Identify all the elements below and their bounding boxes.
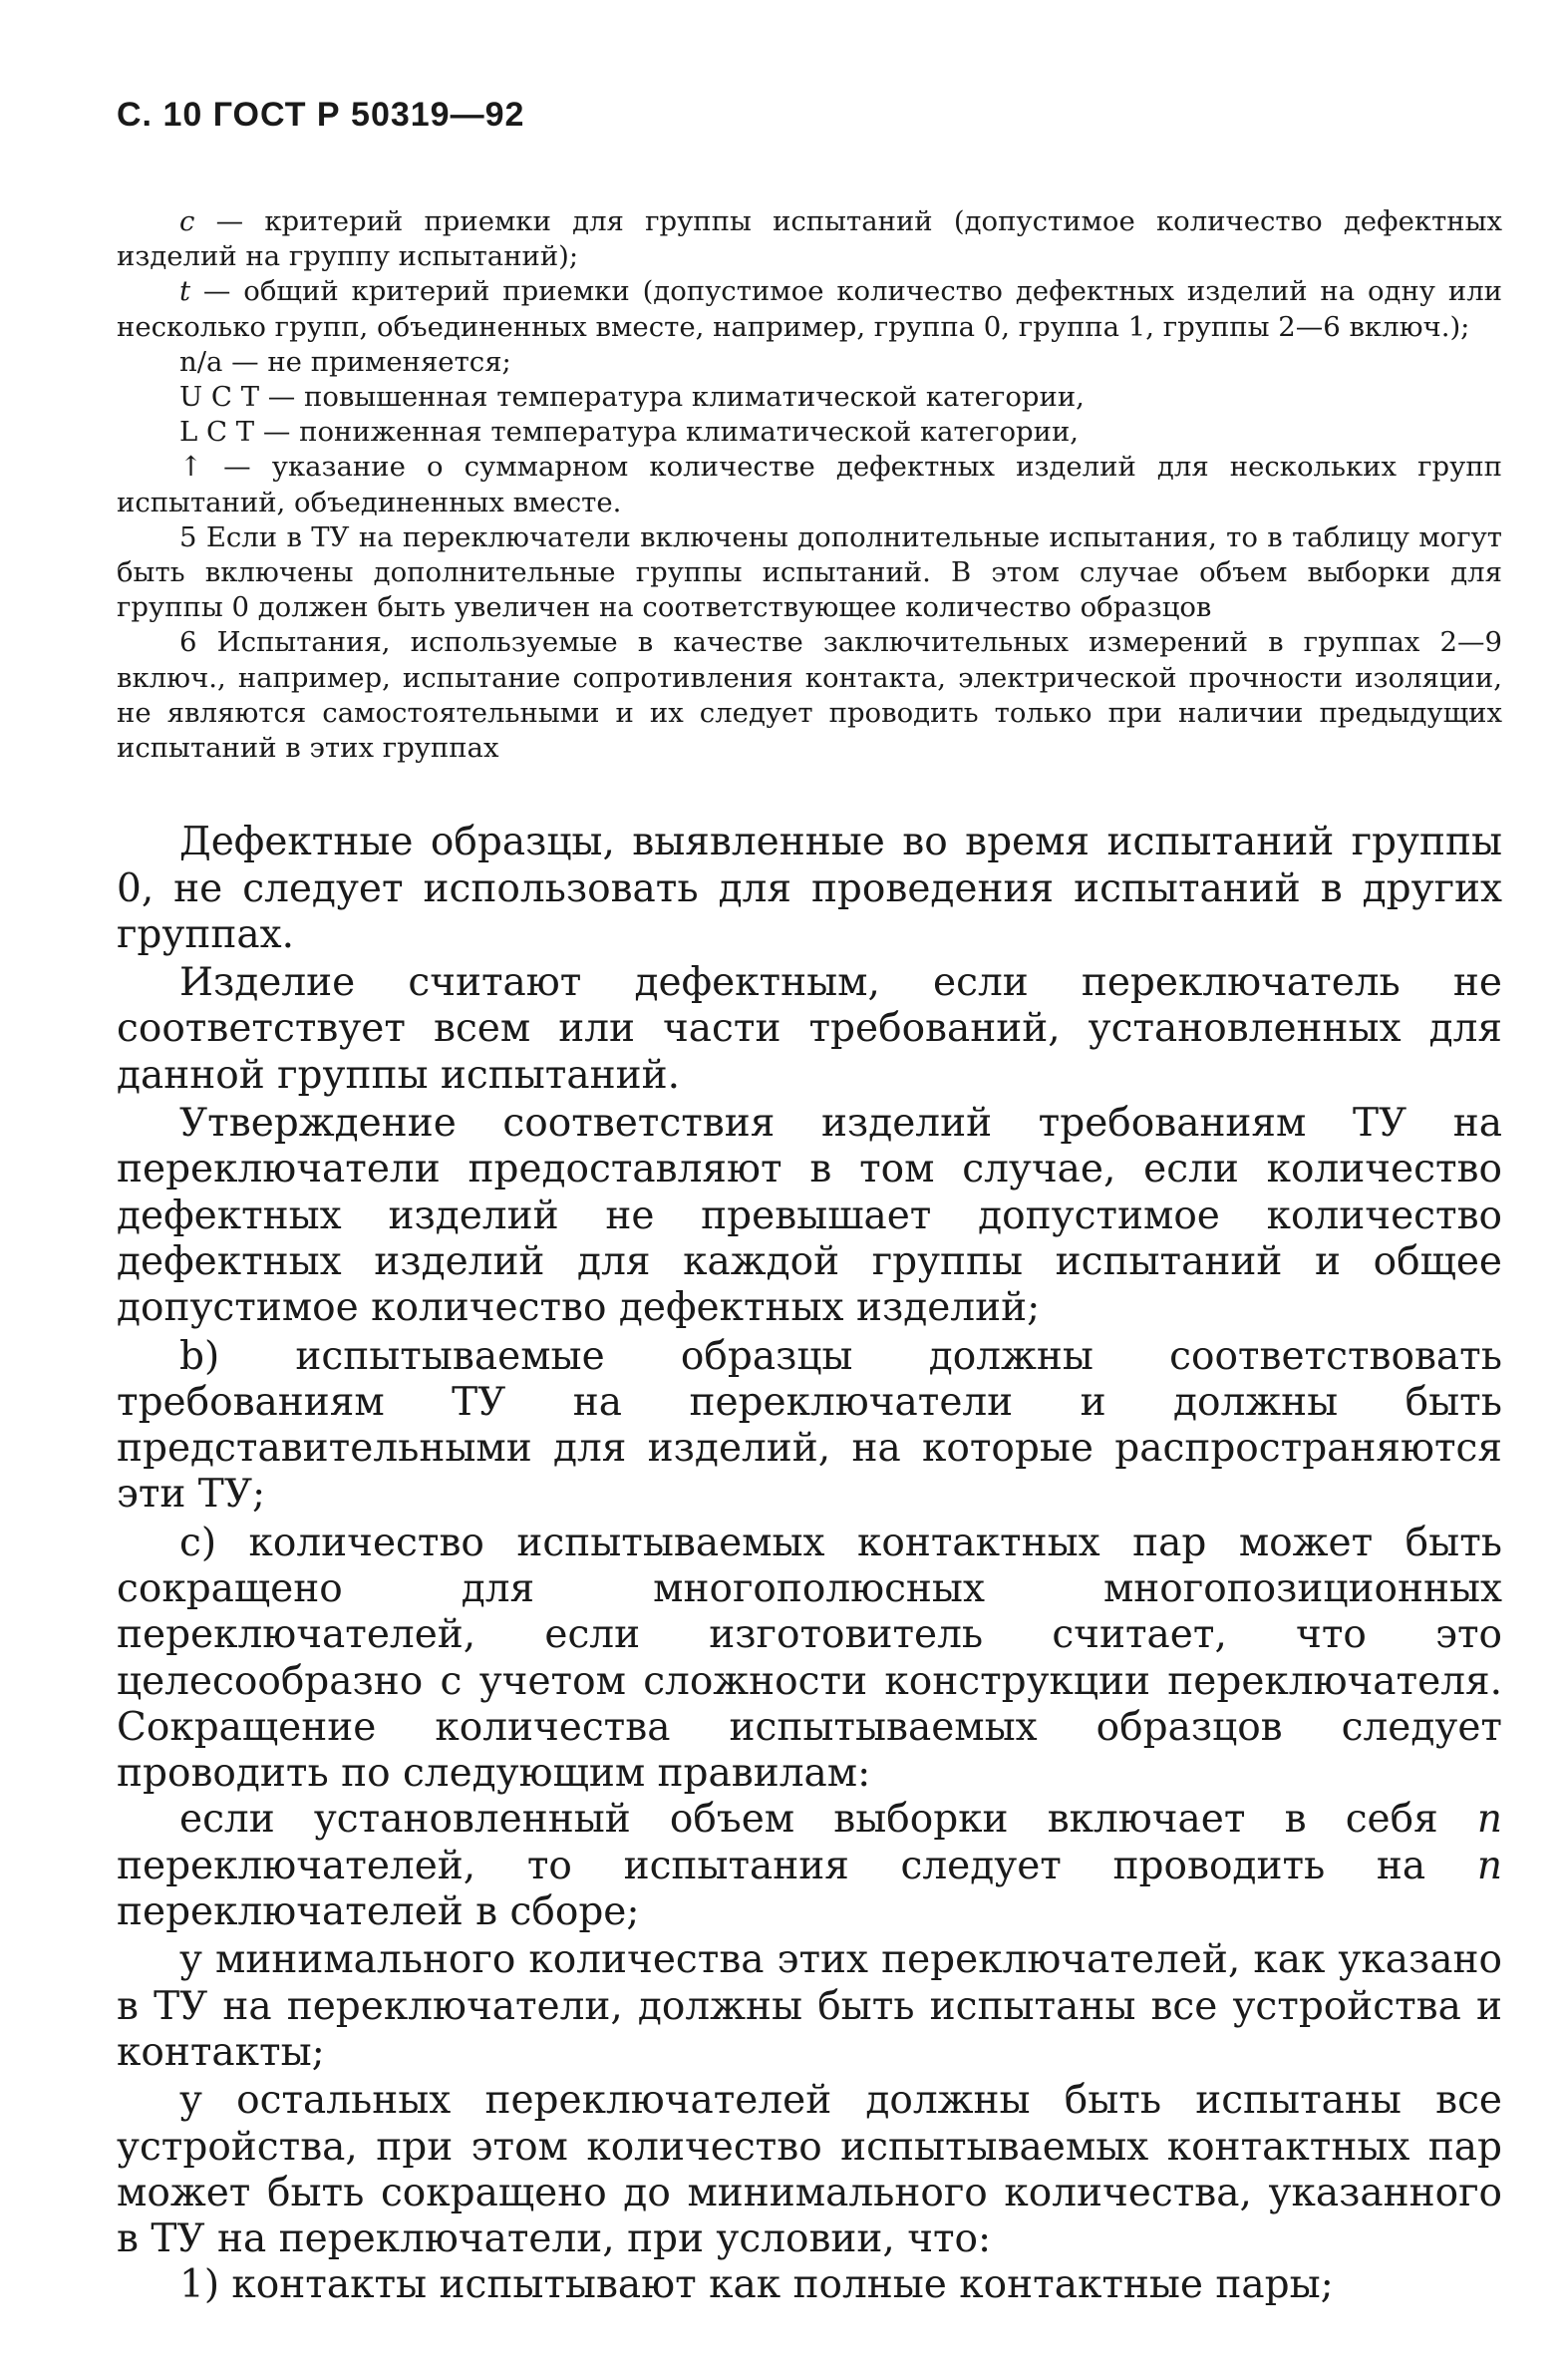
paragraph-minimum: у минимального количества этих переключателей, как указано в ТУ на переключатели, должны быть испытаны все устройства и контакты; <box>117 1937 1502 2075</box>
note-lct: L C T — пониженная температура климатической категории, <box>179 416 1080 449</box>
table-notes <box>117 204 1502 766</box>
paragraph-conformity: Утверждение соответствия изделий требованиям ТУ на переключатели предоставляют в том случае, если количество дефектных изделий не превышает допустимое количество дефектных изделий для каждой группы испытаний и общее допустимое количество дефектных изделий; <box>117 1101 1502 1331</box>
note-c: c — критерий приемки для группы испытаний (допустимое количество дефектных изделий на группу испытаний); <box>117 205 1502 273</box>
note-5: 5 Если в ТУ на переключатели включены дополнительные испытания, то в таблицу могут быть включены дополнительные группы испытаний. В этом случае объем выборки для группы 0 должен быть увеличен на соответствующее количество образцов <box>117 520 1502 624</box>
paragraph-item-1: 1) контакты испытывают как полные контактные пары; <box>179 2262 1334 2308</box>
paragraph-item-c: c) количество испытываемых контактных пар может быть сокращено для многополюсных многопозиционных переключателей, если изготовитель считает, что это целесообразно с учетом сложности конструкции переключателя. Сокращение количества испытываемых образцов следует проводить по следующим правилам: <box>117 1520 1502 1797</box>
note-uct: U C T — повышенная температура климатической категории, <box>179 381 1085 414</box>
note-arrow: ↑ — указание о суммарном количестве дефектных изделий для нескольких групп испытаний, объединенных вместе. <box>117 451 1502 518</box>
note-symbol: c <box>179 205 195 237</box>
variable-n: n <box>1476 1797 1502 1843</box>
main-text <box>117 820 1502 2309</box>
paragraph-sample-size: если установленный объем выборки включает в себя n переключателей, то испытания следует проводить на n переключателей в сборе; <box>117 1797 1502 1935</box>
page-header: С. 10 ГОСТ Р 50319—92 <box>117 96 525 134</box>
note-symbol: t <box>179 275 191 308</box>
note-t: t — общий критерий приемки (допустимое количество дефектных изделий на одну или несколько групп, объединенных вместе, например, группа 0, группа 1, группы 2—6 включ.); <box>117 275 1502 343</box>
note-na: n/a — не применяется; <box>179 345 511 378</box>
paragraph-remaining: у остальных переключателей должны быть испытаны все устройства, при этом количество испытываемых контактных пар может быть сокращено до минимального количества, указанного в ТУ на переключатели, при условии, что: <box>117 2078 1502 2262</box>
paragraph-defective-item: Изделие считают дефектным, если переключатель не соответствует всем или части требований, установленных для данной группы испытаний. <box>117 960 1502 1098</box>
note-6: 6 Испытания, используемые в качестве заключительных измерений в группах 2—9 включ., например, испытание сопротивления контакта, электрической прочности изоляции, не являются самостоятельными и их следует проводить только при наличии предыдущих испытаний в этих группах <box>117 626 1502 765</box>
paragraph-item-b: b) испытываемые образцы должны соответствовать требованиям ТУ на переключатели и должны быть представительными для изделий, на которые распространяются эти ТУ; <box>117 1333 1502 1518</box>
variable-n: n <box>1476 1843 1502 1888</box>
paragraph-defective-samples: Дефектные образцы, выявленные во время испытаний группы 0, не следует использовать для проведения испытаний в других группах. <box>117 820 1502 957</box>
